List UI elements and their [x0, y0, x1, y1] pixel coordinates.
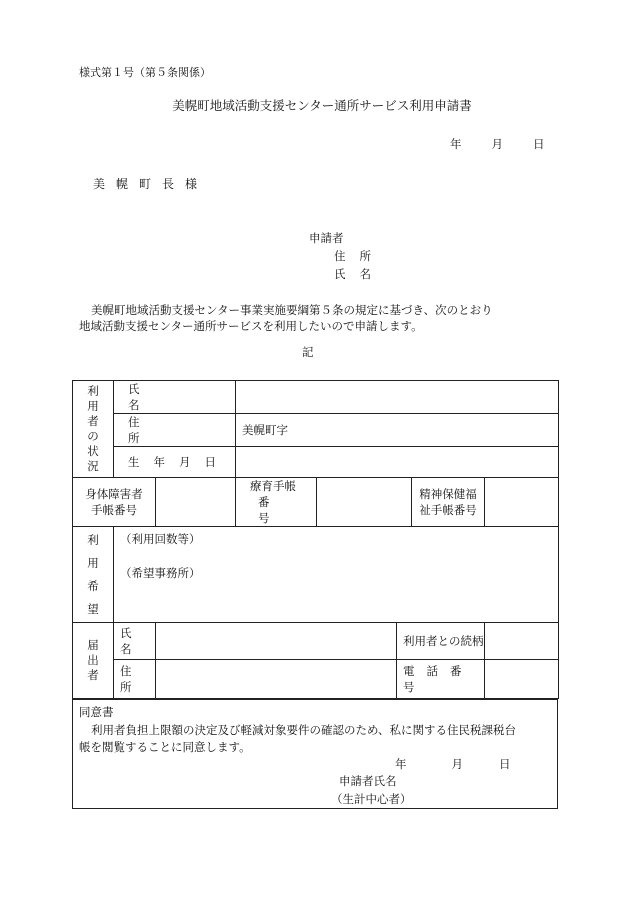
date-year-label: 年 [450, 137, 462, 151]
form-number: 様式第１号（第５条関係） [79, 66, 211, 79]
page-title: 美幌町地域活動支援センター通所サービス利用申請書 [172, 98, 472, 113]
application-form-table [72, 380, 559, 699]
mental-handbook-label: 精神保健福 祉手帳番号 [412, 478, 485, 527]
physical-handbook-field[interactable] [156, 478, 236, 527]
usage-office-label: （希望事務所） [120, 566, 201, 580]
statement-line-2: 地域活動支援センター通所サービスを利用したいので申請します。 [79, 319, 423, 333]
user-birthdate-field[interactable] [236, 447, 559, 478]
consent-applicant-name-label: 申請者氏名 [339, 774, 397, 788]
statement-line-1: 美幌町地域活動支援センター事業実施要綱第５条の規定に基づき、次のとおり [91, 303, 493, 317]
submitter-phone-label: 電話番号 [397, 660, 485, 699]
ki-marker: 記 [302, 345, 314, 359]
consent-text-line-2: 帳を閲覧することに同意します。 [79, 740, 251, 754]
usage-field[interactable] [114, 527, 559, 623]
usage-count-label: （利用回数等） [120, 532, 201, 546]
consent-year-label: 年 [395, 757, 407, 771]
user-status-section-label: 利用者の状況 [73, 381, 114, 478]
applicant-address-label: 住所 [334, 249, 385, 263]
consent-month-label: 月 [451, 757, 463, 771]
user-name-field[interactable] [236, 381, 559, 414]
submitter-section-label: 届出者 [73, 623, 114, 699]
consent-date [395, 756, 511, 772]
submitter-relation-label: 利用者との続柄 [397, 623, 485, 660]
submitter-address-field[interactable] [156, 660, 397, 699]
consent-day-label: 日 [499, 757, 511, 771]
submitter-phone-field[interactable] [485, 660, 559, 699]
submitter-name-field[interactable] [156, 623, 397, 660]
consent-box [72, 699, 558, 809]
ryoiku-handbook-label: 療育手帳 番号 [236, 478, 317, 527]
usage-section-label: 利用希望 [73, 527, 114, 623]
consent-title: 同意書 [79, 705, 114, 719]
submitter-relation-field[interactable] [485, 623, 559, 660]
addressee: 美幌町長様 [93, 177, 209, 191]
consent-text-line-1: 利用者負担上限額の決定及び軽減対象要件の確認のため、私に関する住民税課税台 [91, 723, 517, 737]
user-name-label: 氏名 [114, 381, 236, 414]
date-day-label: 日 [533, 137, 545, 151]
submitter-address-label: 住所 [114, 660, 156, 699]
applicant-name-label: 氏名 [334, 267, 385, 281]
user-address-label: 住所 [114, 414, 236, 447]
applicant-heading: 申請者 [309, 231, 344, 245]
submission-date [450, 139, 545, 151]
physical-handbook-label: 身体障害者 手帳番号 [73, 478, 156, 527]
user-birthdate-label: 生年月日 [114, 447, 236, 478]
date-month-label: 月 [491, 137, 503, 151]
ryoiku-handbook-field[interactable] [317, 478, 412, 527]
request-statement [79, 302, 559, 334]
user-address-field[interactable]: 美幌町字 [236, 414, 559, 447]
submitter-name-label: 氏名 [114, 623, 156, 660]
consent-household-head-label: （生計中心者） [331, 792, 412, 806]
consent-text [79, 722, 557, 756]
mental-handbook-field[interactable] [485, 478, 559, 527]
